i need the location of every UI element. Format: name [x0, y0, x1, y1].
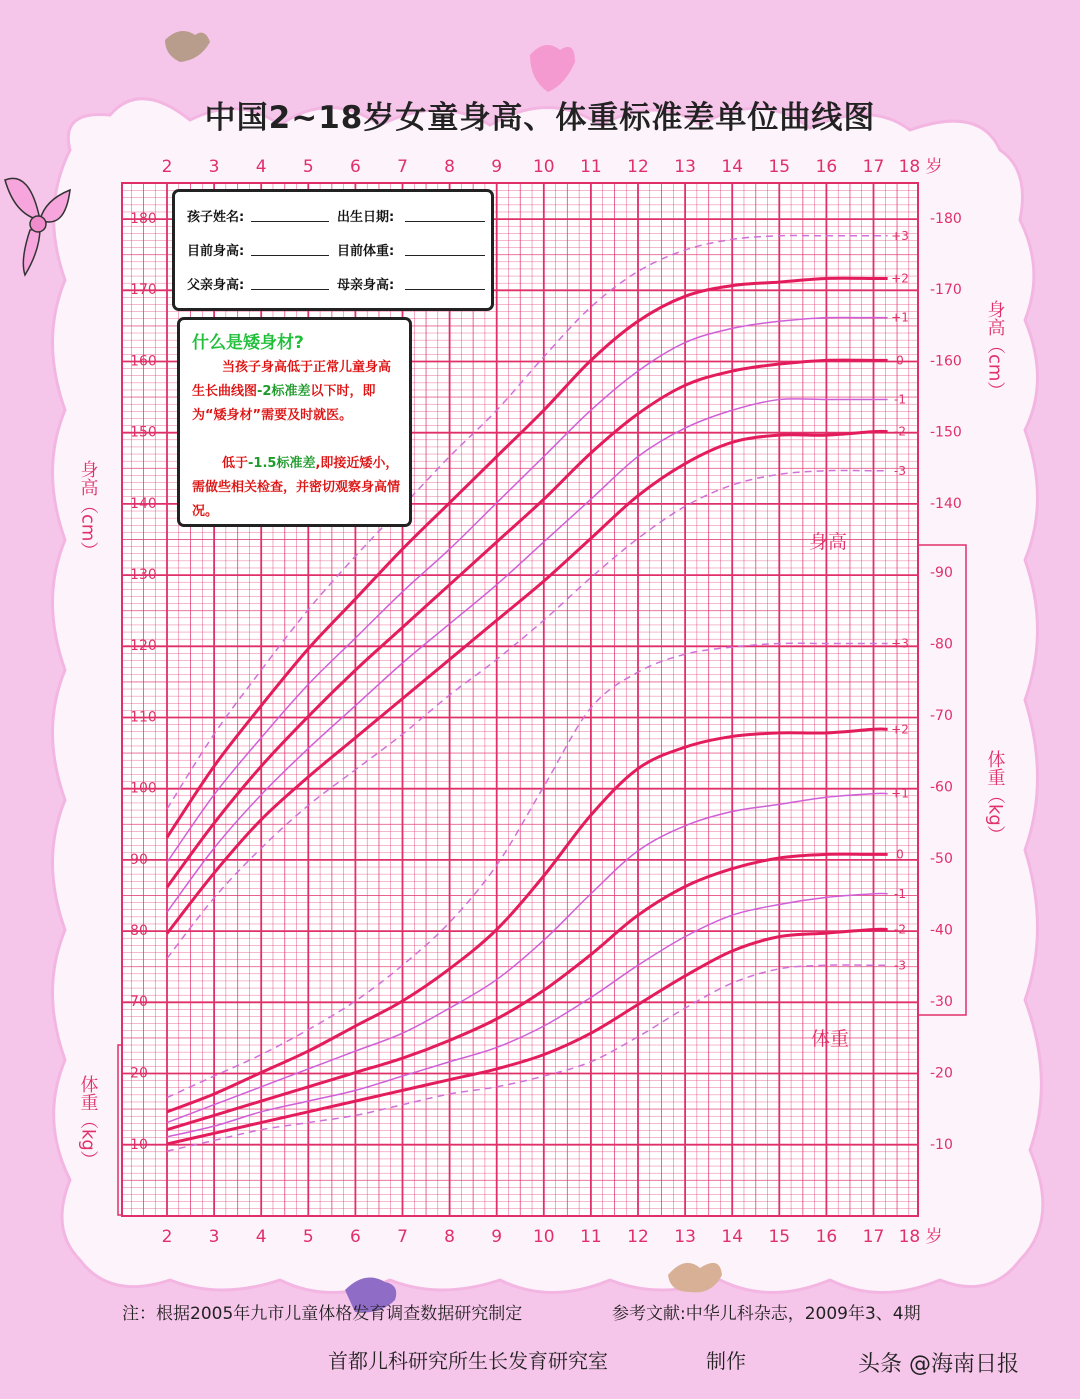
height-sd-label: -3 — [894, 463, 906, 478]
weight-tick-label: -20 — [125, 1065, 148, 1082]
x-tick-label: 17 — [862, 157, 885, 177]
height-section-label: 身高 — [808, 531, 848, 553]
chart-title: 中国2~18岁女童身高、体重标准差单位曲线图 — [204, 100, 876, 136]
height-tick-label: -160 — [125, 353, 157, 370]
height-tick-label: -70 — [125, 994, 148, 1011]
weight-right-tick-label: -30 — [930, 994, 953, 1010]
x-tick-label: 2 — [161, 1227, 173, 1247]
weight-axis-label-right: 体重（kg） — [984, 750, 1006, 844]
x-tick-label: 14 — [721, 157, 744, 177]
weight-tick-label: -10 — [125, 1137, 148, 1153]
height-axis-label-right: 身高（cm） — [984, 300, 1006, 400]
height-sd-label: -2 — [894, 424, 906, 439]
weight-right-tick-label: -90 — [930, 565, 953, 581]
x-tick-label: 9 — [491, 157, 503, 177]
x-tick-label: 6 — [349, 1227, 361, 1247]
height-tick-label: -130 — [125, 567, 157, 583]
x-tick-label: 15 — [768, 157, 791, 177]
x-tick-label: 3 — [208, 157, 220, 177]
note-p2-text-a: 低于 — [222, 456, 249, 471]
father-height-field[interactable] — [251, 289, 329, 290]
note-p2-text-b: ,即接近矮小，需做些相关检查，并密切观察身高情况。 — [192, 456, 401, 519]
note-p2-highlight: -1.5标准差 — [248, 456, 316, 471]
father-height-label: 父亲身高: — [187, 278, 245, 293]
weight-sd-label: -2 — [894, 922, 906, 937]
weight-right-tick-label: -80 — [930, 636, 953, 653]
weight-axis-label-left: 体重（kg） — [77, 1075, 99, 1169]
height-tick-label: -180 — [125, 211, 157, 227]
current-height-label: 目前身高: — [187, 244, 245, 259]
x-tick-label: 11 — [580, 1227, 602, 1247]
height-sd-label: +3 — [891, 228, 909, 243]
x-tick-label: 5 — [302, 157, 314, 177]
x-tick-label: 13 — [674, 157, 696, 177]
weight-section-label: 体重 — [810, 1028, 850, 1050]
x-tick-label: 2 — [161, 157, 173, 177]
mother-height-field[interactable] — [405, 289, 485, 290]
child-name-field[interactable] — [251, 221, 329, 222]
weight-sd-label: -3 — [894, 958, 906, 973]
x-tick-label: 7 — [397, 157, 408, 177]
weight-sd-label: 0 — [896, 847, 904, 862]
note-paragraph-1 — [192, 356, 400, 428]
x-tick-label: 7 — [397, 1227, 408, 1247]
x-tick-label: 15 — [768, 1227, 791, 1247]
height-sd-label: +1 — [891, 310, 909, 325]
height-tick-label: -80 — [125, 923, 148, 939]
height-right-tick-label: -140 — [930, 495, 962, 512]
weight-right-tick-label: -50 — [930, 851, 953, 867]
height-sd-label: +2 — [891, 271, 909, 286]
x-tick-label: 10 — [532, 157, 555, 177]
weight-right-tick-label: -40 — [930, 922, 953, 939]
mother-height-label: 母亲身高: — [337, 278, 395, 293]
weight-sd-label: -1 — [894, 886, 906, 901]
height-right-tick-label: -150 — [930, 424, 962, 441]
note-p1-text-b: 以下时，即为“矮身材”需要及时就医。 — [192, 384, 376, 423]
height-tick-label: -150 — [125, 424, 157, 441]
height-axis-label-left: 身高（cm） — [77, 460, 99, 560]
height-right-tick-label: -180 — [930, 211, 962, 227]
x-tick-label: 12 — [627, 157, 649, 177]
x-tick-label: 16 — [815, 157, 838, 177]
weight-right-tick-label: -20 — [930, 1065, 953, 1082]
child-info-box — [172, 189, 494, 311]
x-tick-label: 14 — [721, 1227, 744, 1247]
made-label: 制作 — [706, 1349, 746, 1373]
watermark: 头条 @海南日报 — [858, 1352, 1019, 1377]
note-paragraph-2 — [192, 452, 400, 524]
current-weight-label: 目前体重: — [337, 244, 395, 259]
birth-date-field[interactable] — [405, 221, 485, 222]
height-tick-label: -120 — [125, 638, 157, 655]
maker-name: 首都儿科研究所生长发育研究室 — [328, 1349, 608, 1373]
height-tick-label: -140 — [125, 495, 157, 512]
x-tick-label: 9 — [491, 1227, 503, 1247]
x-tick-label: 4 — [255, 157, 267, 177]
short-stature-note — [177, 317, 412, 527]
height-sd-label: 0 — [896, 353, 904, 368]
x-tick-label: 18 岁 — [898, 157, 943, 177]
note-p1-text-a: 当孩子身高低于正常儿童身高生长曲线图 — [192, 360, 392, 399]
x-tick-label: 18 岁 — [898, 1227, 943, 1247]
note-p1-highlight: -2标准差 — [257, 384, 311, 399]
x-tick-label: 8 — [444, 157, 456, 177]
x-tick-label: 5 — [302, 1227, 314, 1247]
weight-sd-label: +2 — [891, 722, 909, 737]
weight-right-tick-label: -70 — [930, 708, 953, 724]
x-tick-label: 13 — [674, 1227, 696, 1247]
x-tick-label: 6 — [349, 157, 361, 177]
weight-sd-label: +1 — [891, 786, 909, 801]
reference-note: 参考文献:中华儿科杂志，2009年3、4期 — [612, 1304, 921, 1324]
x-tick-label: 16 — [815, 1227, 838, 1247]
child-name-label: 孩子姓名: — [187, 210, 245, 225]
x-tick-label: 12 — [627, 1227, 649, 1247]
x-tick-label: 11 — [580, 157, 602, 177]
x-tick-label: 8 — [444, 1227, 456, 1247]
height-right-tick-label: -160 — [930, 353, 962, 370]
height-tick-label: -110 — [125, 709, 157, 726]
height-tick-label: -100 — [125, 780, 157, 797]
weight-right-tick-label: -60 — [930, 779, 953, 796]
x-tick-label: 3 — [208, 1227, 220, 1247]
note-title: 什么是矮身材? — [192, 333, 304, 353]
current-height-field[interactable] — [251, 255, 329, 256]
height-tick-label: -170 — [125, 282, 157, 299]
birth-date-label: 出生日期: — [337, 210, 395, 225]
weight-right-tick-label: -10 — [930, 1137, 953, 1153]
current-weight-field[interactable] — [405, 255, 485, 256]
x-tick-label: 4 — [255, 1227, 267, 1247]
height-tick-label: -90 — [125, 851, 148, 868]
height-sd-label: -1 — [894, 392, 906, 407]
data-source-note: 注：根据2005年九市儿童体格发育调查数据研究制定 — [122, 1304, 523, 1324]
x-tick-label: 10 — [532, 1227, 555, 1247]
x-tick-label: 17 — [862, 1227, 885, 1247]
height-right-tick-label: -170 — [930, 282, 962, 299]
weight-sd-label: +3 — [891, 636, 909, 651]
left-weight-scale-box — [118, 1045, 122, 1215]
